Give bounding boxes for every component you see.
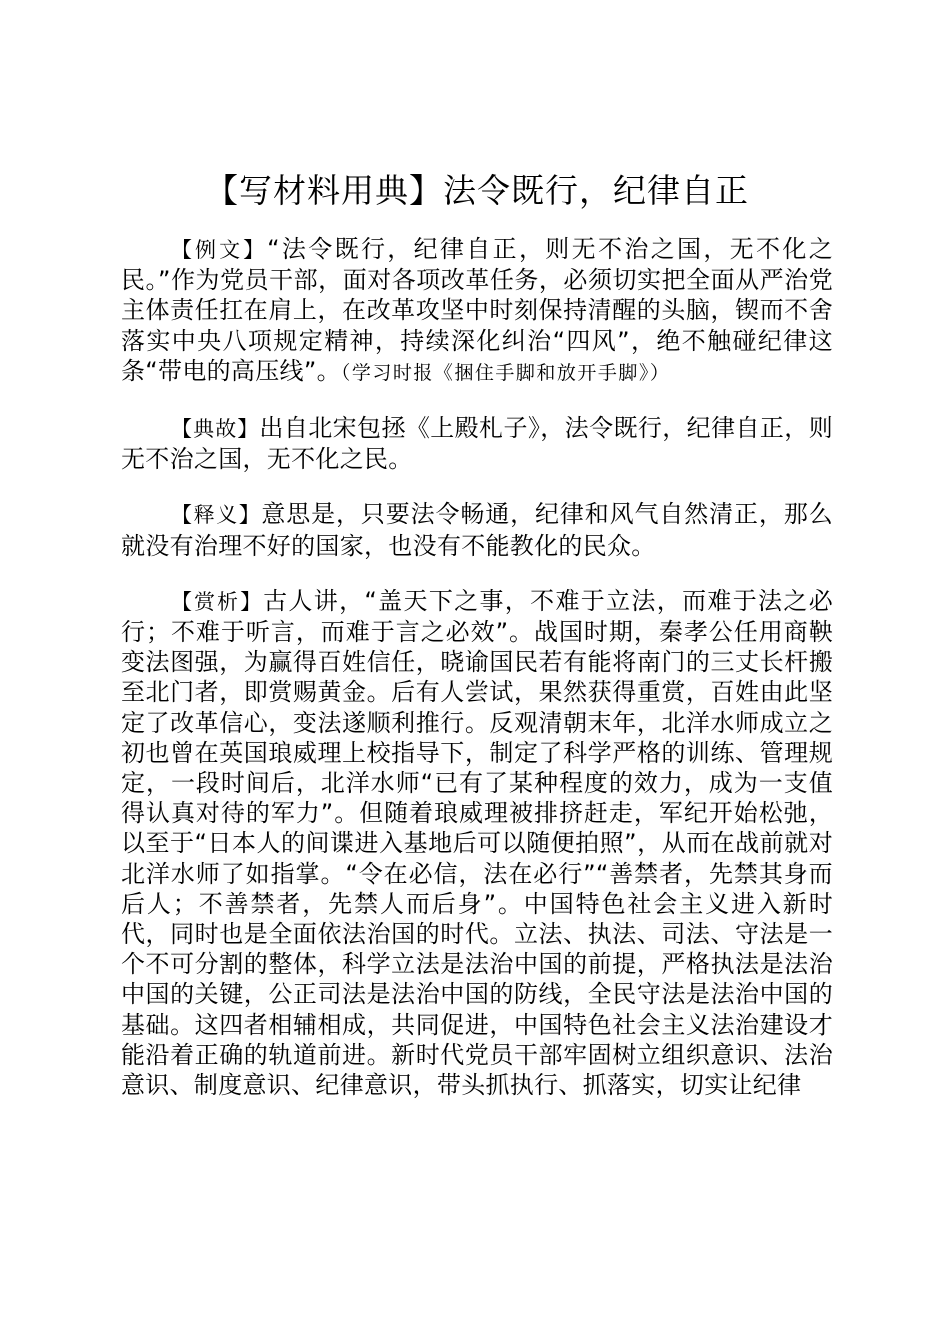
allusion-tag: 【典故】 xyxy=(171,417,260,442)
interpretation-paragraph xyxy=(121,499,833,560)
document-page xyxy=(121,168,833,1125)
allusion-paragraph xyxy=(121,413,833,474)
example-source: （学习时报《捆住手脚和放开手脚》） xyxy=(340,361,671,384)
example-paragraph xyxy=(121,234,833,388)
example-tag: 【例文】 xyxy=(171,238,268,262)
appreciation-tag: 【赏析】 xyxy=(171,589,264,614)
appreciation-paragraph xyxy=(121,586,833,1100)
example-text: “法令既行，纪律自正，则无不治之国，无不化之民。”作为党员干部，面对各项改革任务，必须切实把全面从严治党主体责任扛在肩上，在改革攻坚中时刻保持清醒的头脑，锲而不舍落实中央八项规定精神，持续深化纠治“四风”，绝不触碰纪律这条“带电的高压线”。 xyxy=(121,235,833,385)
appreciation-text: 古人讲，“盖天下之事，不难于立法，而难于法之必行；不难于听言，而难于言之必效”。战国时期，秦孝公任用商鞅变法图强，为赢得百姓信任，晓谕国民若有能将南门的三丈长杆搬至北门者，即赏赐黄金。后有人尝试，果然获得重赏，百姓由此坚定了改革信心，变法遂顺利推行。反观清朝末年，北洋水师成立之初也曾在英国琅威理上校指导下，制定了科学严格的训练、管理规定，一段时间后，北洋水师“已有了某种程度的效力，成为一支值得认真对待的军力”。但随着琅威理被排挤赶走，军纪开始松弛，以至于“日本人的间谍进入基地后可以随便拍照”，从而在战前就对北洋水师了如指掌。“令在必信，法在必行”“善禁者，先禁其身而后人；不善禁者，先禁人而后身”。中国特色社会主义进入新时代，同时也是全面依法治国的时代。立法、执法、司法、守法是一个不可分割的整体，科学立法是法治中国的前提，严格执法是法治中国的关键，公正司法是法治中国的防线，全民守法是法治中国的基础。这四者相辅相成，共同促进，中国特色社会主义法治建设才能沿着正确的轨道前进。新时代党员干部牢固树立组织意识、法治意识、制度意识、纪律意识，带头抓执行、抓落实，切实让纪律 xyxy=(121,586,833,1100)
allusion-text: 出自北宋包拯《上殿札子》，法令既行，纪律自正，则无不治之国，无不化之民。 xyxy=(121,414,834,474)
document-title: 【写材料用典】法令既行，纪律自正 xyxy=(205,171,749,210)
interpretation-tag: 【释义】 xyxy=(171,503,262,528)
interpretation-text: 意思是，只要法令畅通，纪律和风气自然清正，那么就没有治理不好的国家，也没有不能教化的民众。 xyxy=(121,500,833,560)
